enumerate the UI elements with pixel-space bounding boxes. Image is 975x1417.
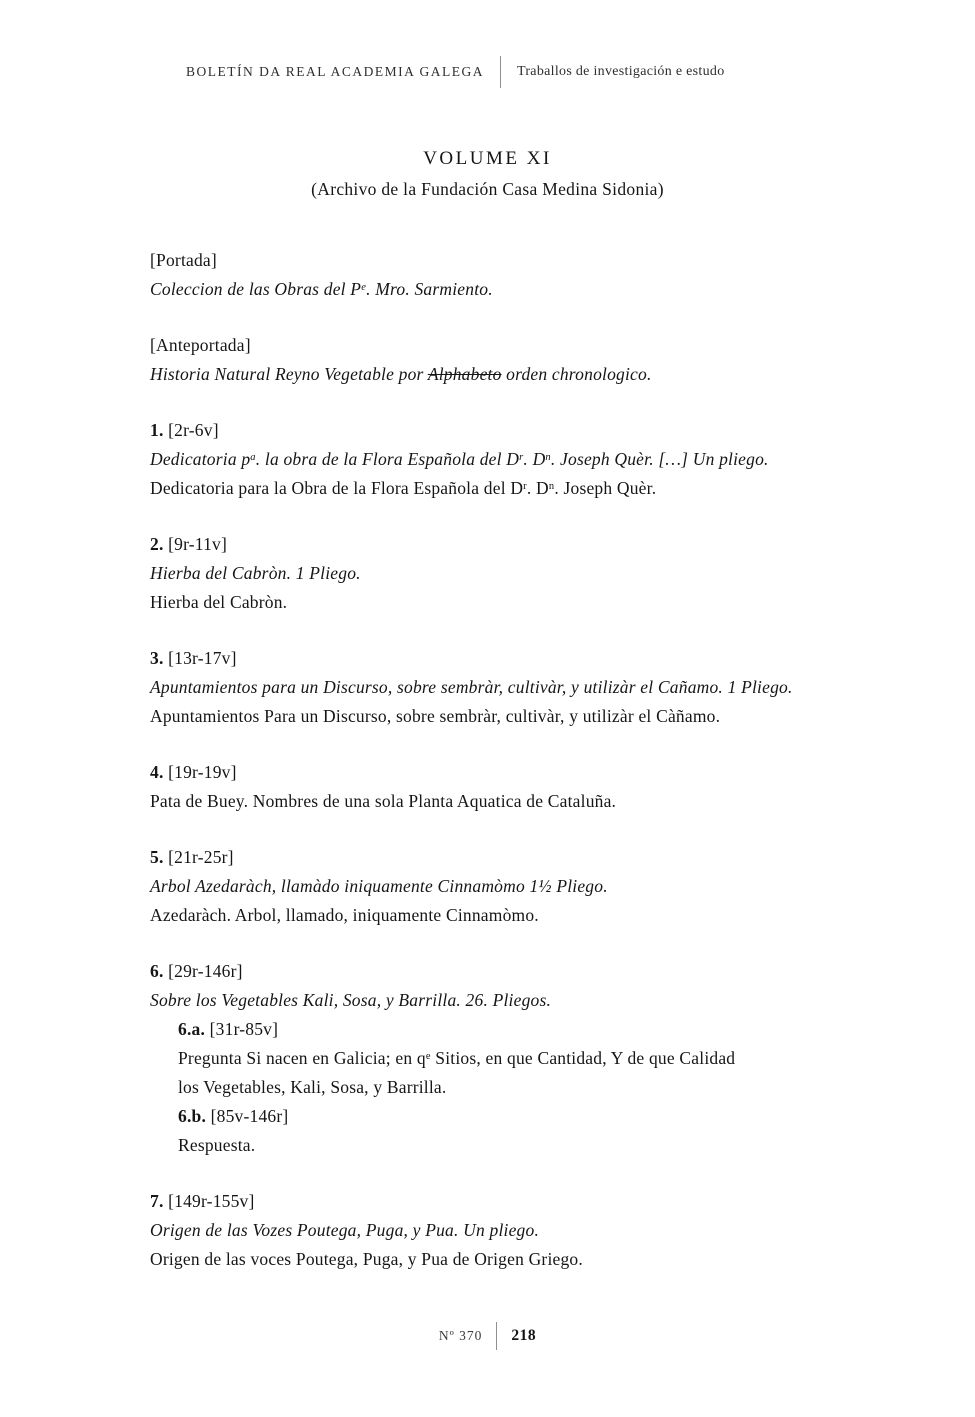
text-segment: 7. bbox=[150, 1191, 164, 1211]
volume-subtitle: (Archivo de la Fundación Casa Medina Sidonia) bbox=[311, 179, 664, 199]
entry-heading bbox=[150, 530, 865, 559]
entries bbox=[150, 246, 865, 1301]
entry-heading bbox=[150, 843, 865, 872]
text-segment: . D bbox=[523, 449, 546, 469]
entry-subheading bbox=[150, 1102, 865, 1131]
text-segment: 2. bbox=[150, 534, 164, 554]
superscript: n bbox=[545, 451, 551, 463]
entry-text bbox=[150, 1131, 865, 1160]
text-segment: 6.a. bbox=[178, 1019, 206, 1039]
title-block bbox=[0, 148, 975, 200]
entry-text bbox=[150, 901, 865, 930]
text-segment: [13r-17v] bbox=[163, 648, 237, 668]
entry-heading bbox=[150, 1187, 865, 1216]
text-segment: Coleccion de las Obras del P bbox=[150, 279, 362, 299]
entry-text bbox=[150, 1044, 865, 1073]
text-segment: [Anteportada] bbox=[150, 335, 251, 355]
text-segment: . Joseph Quèr. bbox=[554, 478, 657, 498]
text-segment: Sitios, en que Cantidad, Y de que Calidad bbox=[430, 1048, 736, 1068]
text-segment: orden chronologico. bbox=[501, 364, 652, 384]
entry-original-title bbox=[150, 559, 865, 588]
text-segment: Pata de Buey. Nombres de una sola Planta Aquatica de Cataluña. bbox=[150, 791, 617, 811]
header-divider bbox=[500, 56, 501, 88]
entry bbox=[150, 331, 865, 389]
entry bbox=[150, 758, 865, 816]
entry-heading bbox=[150, 416, 865, 445]
entry-original-title bbox=[150, 445, 865, 474]
entry-original-title bbox=[150, 275, 865, 304]
entry-original-title bbox=[150, 872, 865, 901]
page-footer bbox=[0, 1322, 975, 1350]
page-number: 218 bbox=[511, 1327, 537, 1344]
entry-text bbox=[150, 474, 865, 503]
text-segment: Apuntamientos para un Discurso, sobre sembràr, cultivàr, y utilizàr el Cañamo. 1 Pliego. bbox=[150, 677, 793, 697]
superscript: e bbox=[425, 1050, 431, 1062]
entry-heading bbox=[150, 246, 865, 275]
text-segment: 6. bbox=[150, 961, 164, 981]
superscript: r bbox=[519, 451, 524, 463]
text-segment: Dedicatoria para la Obra de la Flora Española del D bbox=[150, 478, 524, 498]
text-segment: [2r-6v] bbox=[163, 420, 219, 440]
entry bbox=[150, 1187, 865, 1274]
entry-heading bbox=[150, 331, 865, 360]
entry-original-title bbox=[150, 673, 865, 702]
entry-original-title bbox=[150, 1216, 865, 1245]
entry bbox=[150, 246, 865, 304]
text-segment: [19r-19v] bbox=[163, 762, 237, 782]
superscript: e bbox=[361, 281, 367, 293]
entry-heading bbox=[150, 758, 865, 787]
superscript: r bbox=[523, 480, 527, 492]
section-title: Traballos de investigación e estudo bbox=[516, 64, 725, 79]
entry-original-title bbox=[150, 986, 865, 1015]
text-segment: [85v-146r] bbox=[206, 1106, 289, 1126]
text-segment: [29r-146r] bbox=[163, 961, 243, 981]
page-header bbox=[186, 56, 725, 88]
text-segment: Arbol Azedaràch, llamàdo iniquamente Cinnamòmo 1½ Pliego. bbox=[150, 876, 608, 896]
text-segment: . Mro. Sarmiento. bbox=[366, 279, 493, 299]
text-segment: [21r-25r] bbox=[163, 847, 234, 867]
text-segment: Hierba del Cabròn. 1 Pliego. bbox=[150, 563, 361, 583]
text-segment: [31r-85v] bbox=[205, 1019, 279, 1039]
text-segment: los Vegetables, Kali, Sosa, y Barrilla. bbox=[178, 1077, 447, 1097]
entry-text bbox=[150, 787, 865, 816]
entry-original-title bbox=[150, 360, 865, 389]
text-segment: 3. bbox=[150, 648, 164, 668]
entry-text bbox=[150, 702, 865, 731]
entry bbox=[150, 843, 865, 930]
entry bbox=[150, 416, 865, 503]
issue-number: Nº 370 bbox=[438, 1328, 483, 1343]
text-segment: Pregunta Si nacen en Galicia; en q bbox=[178, 1048, 426, 1068]
text-segment: Origen de las voces Poutega, Puga, y Pua de Origen Griego. bbox=[150, 1249, 583, 1269]
text-segment: Sobre los Vegetables Kali, Sosa, y Barrilla. 26. Pliegos. bbox=[150, 990, 552, 1010]
text-segment: [Portada] bbox=[150, 250, 217, 270]
text-segment: 4. bbox=[150, 762, 164, 782]
entry-text bbox=[150, 1073, 865, 1102]
entry-heading bbox=[150, 644, 865, 673]
text-segment: Hierba del Cabròn. bbox=[150, 592, 288, 612]
text-segment: . Joseph Quèr. […] Un pliego. bbox=[550, 449, 769, 469]
entry bbox=[150, 530, 865, 617]
superscript: n bbox=[548, 480, 555, 492]
text-segment: . D bbox=[526, 478, 549, 498]
entry-text bbox=[150, 588, 865, 617]
text-segment: Historia Natural Reyno Vegetable por bbox=[150, 364, 428, 384]
text-segment: Respuesta. bbox=[178, 1135, 256, 1155]
text-segment: Dedicatoria p bbox=[150, 449, 251, 469]
journal-title: BOLETÍN DA REAL ACADEMIA GALEGA bbox=[186, 64, 484, 79]
entry bbox=[150, 644, 865, 731]
text-segment: [149r-155v] bbox=[163, 1191, 255, 1211]
entry-heading bbox=[150, 957, 865, 986]
entry-text bbox=[150, 1245, 865, 1274]
entry bbox=[150, 957, 865, 1160]
text-segment: 6.b. bbox=[178, 1106, 207, 1126]
superscript: a bbox=[250, 451, 256, 463]
text-segment: Azedaràch. Arbol, llamado, iniquamente Cinnamòmo. bbox=[150, 905, 539, 925]
text-segment: Apuntamientos Para un Discurso, sobre sembràr, cultivàr, y utilizàr el Càñamo. bbox=[150, 706, 721, 726]
entry-subheading bbox=[150, 1015, 865, 1044]
text-segment: 1. bbox=[150, 420, 164, 440]
volume-title: VOLUME XI bbox=[423, 148, 552, 169]
text-segment: [9r-11v] bbox=[163, 534, 228, 554]
footer-divider bbox=[496, 1322, 497, 1350]
text-segment: 5. bbox=[150, 847, 164, 867]
struck-text: Alphabeto bbox=[427, 364, 502, 384]
text-segment: . la obra de la Flora Española del D bbox=[255, 449, 520, 469]
text-segment: Origen de las Vozes Poutega, Puga, y Pua. Un pliego. bbox=[150, 1220, 540, 1240]
